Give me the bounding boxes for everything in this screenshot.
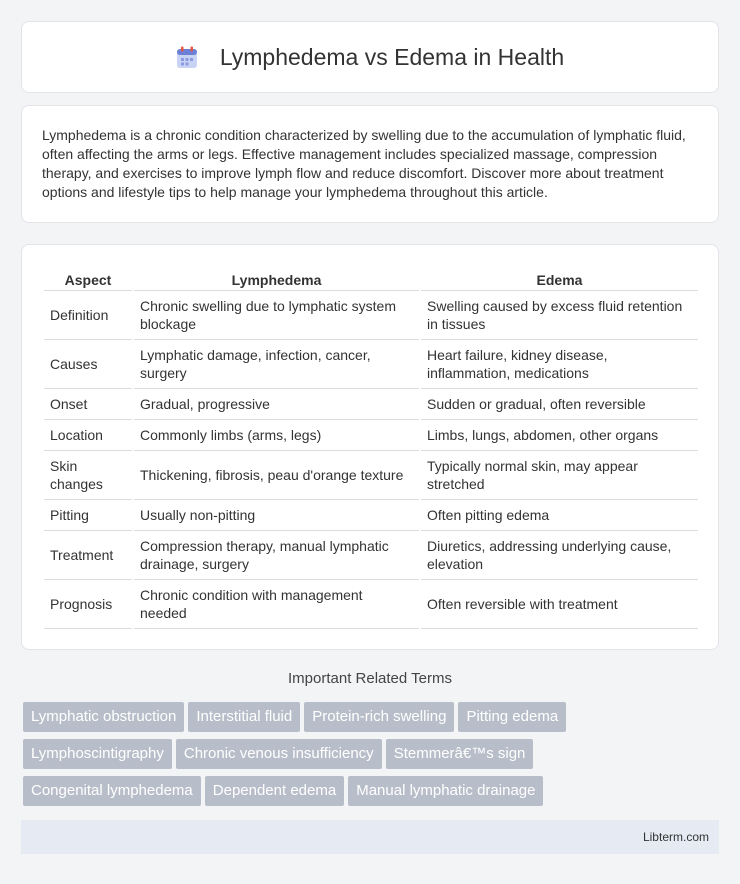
term-tag[interactable]: Lymphatic obstruction [23, 702, 184, 732]
term-tag[interactable]: Chronic venous insufficiency [176, 739, 382, 769]
table-cell: Prognosis [44, 580, 132, 629]
table-cell: Pitting [44, 500, 132, 531]
footer [21, 820, 719, 854]
comparison-table-card [21, 244, 719, 650]
page-title: Lymphedema vs Edema in Health [219, 43, 565, 70]
table-cell: Heart failure, kidney disease, inflammation, medications [421, 340, 698, 389]
column-header: Lymphedema [134, 266, 419, 291]
related-terms-title: Important Related Terms [288, 670, 452, 687]
table-row [44, 420, 698, 451]
table-cell: Compression therapy, manual lymphatic drainage, surgery [134, 531, 419, 580]
footer-brand-link[interactable]: Libterm.com [642, 830, 709, 844]
table-cell: Gradual, progressive [134, 389, 419, 420]
table-cell: Causes [44, 340, 132, 389]
table-cell: Diuretics, addressing underlying cause, elevation [421, 531, 698, 580]
term-tag[interactable]: Lymphoscintigraphy [23, 739, 172, 769]
table-row [44, 389, 698, 420]
table-cell: Location [44, 420, 132, 451]
term-tag[interactable]: Manual lymphatic drainage [348, 776, 543, 806]
table-cell: Lymphatic damage, infection, cancer, surgery [134, 340, 419, 389]
related-terms-list [23, 702, 723, 813]
table-cell: Usually non-pitting [134, 500, 419, 531]
table-row [44, 531, 698, 580]
table-cell: Thickening, fibrosis, peau d'orange texture [134, 451, 419, 500]
term-tag[interactable]: Interstitial fluid [188, 702, 300, 732]
table-row [44, 580, 698, 629]
table-row [44, 500, 698, 531]
table-cell: Treatment [44, 531, 132, 580]
table-cell: Swelling caused by excess fluid retention in tissues [421, 291, 698, 340]
term-tag[interactable]: Congenital lymphedema [23, 776, 201, 806]
table-cell: Chronic swelling due to lymphatic system blockage [134, 291, 419, 340]
term-tag[interactable]: Pitting edema [458, 702, 566, 732]
term-tag[interactable]: Dependent edema [205, 776, 344, 806]
term-tag[interactable]: Protein-rich swelling [304, 702, 454, 732]
table-cell: Commonly limbs (arms, legs) [134, 420, 419, 451]
table-cell: Skin changes [44, 451, 132, 500]
table-cell: Typically normal skin, may appear stretched [421, 451, 698, 500]
table-cell: Often pitting edema [421, 500, 698, 531]
table-cell: Limbs, lungs, abdomen, other organs [421, 420, 698, 451]
table-cell: Often reversible with treatment [421, 580, 698, 629]
table-row [44, 340, 698, 389]
title-card [21, 21, 719, 93]
table-row [44, 451, 698, 500]
term-tag[interactable]: Stemmerâ€™s sign [386, 739, 534, 769]
table-row [44, 291, 698, 340]
column-header: Edema [421, 266, 698, 291]
table-cell: Onset [44, 389, 132, 420]
column-header: Aspect [44, 266, 132, 291]
intro-text: Lymphedema is a chronic condition characterized by swelling due to the accumulation of lymphatic fluid, often affecting the arms or legs. Effective management includes specialized massage, compression therapy, and exercises to improve lymph flow and reduce discomfort. Discover more about treatment options and lifestyle tips to help manage your lymphedema throughout this article. [42, 127, 686, 200]
calendar-icon [176, 46, 198, 68]
intro-card [21, 105, 719, 223]
comparison-table [42, 266, 700, 629]
table-header-row [44, 266, 698, 291]
table-cell: Chronic condition with management needed [134, 580, 419, 629]
table-cell: Definition [44, 291, 132, 340]
table-cell: Sudden or gradual, often reversible [421, 389, 698, 420]
